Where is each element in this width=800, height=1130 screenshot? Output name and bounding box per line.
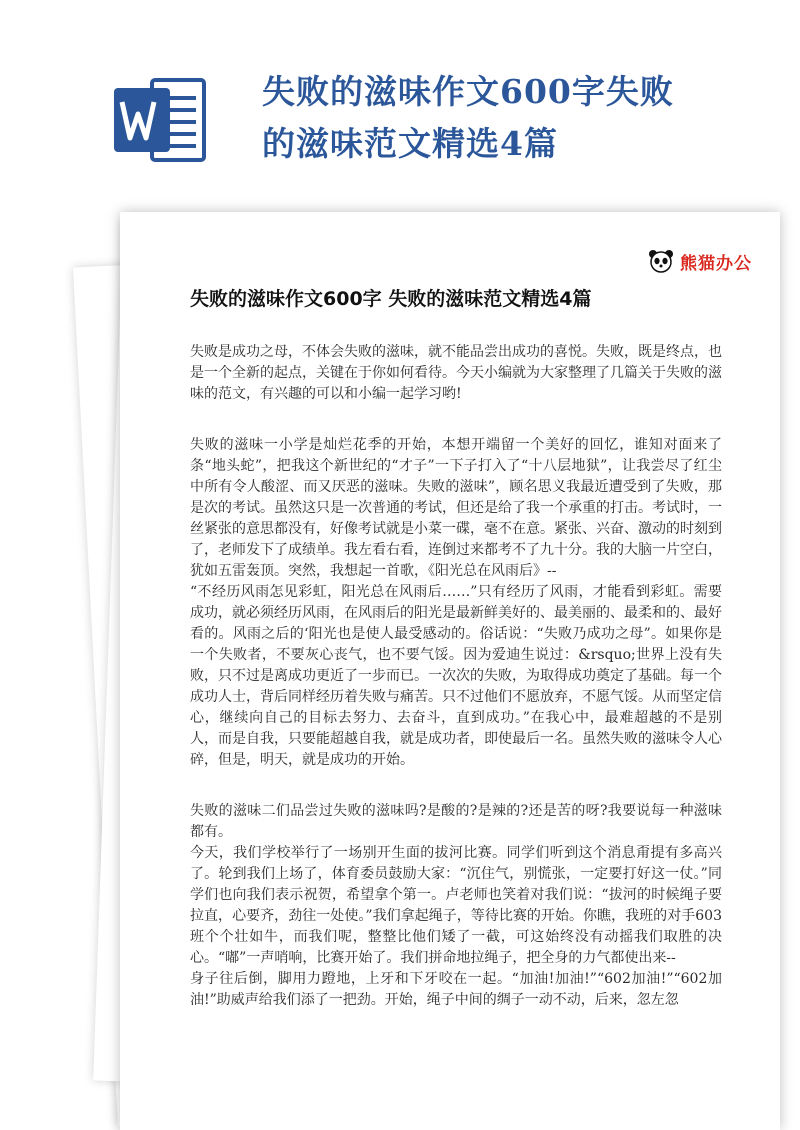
paragraph: 失败的滋味二们品尝过失败的滋味吗?是酸的?是辣的?还是苦的呀?我要说每一种滋味都有。	[190, 803, 722, 840]
document-body	[190, 342, 722, 1011]
header	[0, 0, 800, 215]
document-page	[120, 212, 780, 1130]
brand-logo	[648, 248, 752, 274]
document-title: 失败的滋味作文600字 失败的滋味范文精选4篇	[190, 288, 592, 310]
word-document-icon	[112, 72, 212, 168]
paragraph: 身子往后倒，脚用力蹬地，上牙和下牙咬在一起。“加油!加油!”“602加油!”“602加油!”助威声给我们添了一把劲。开始，绳子中间的绸子一动不动，后来，忽左忽	[190, 971, 722, 1008]
header-title: 失败的滋味作文600字失败的滋味范文精选4篇	[262, 72, 674, 163]
paragraph: 失败的滋味一小学是灿烂花季的开始，本想开端留一个美好的回忆，谁知对面来了条“地头蛇”，把我这个新世纪的“才子”一下子打入了“十八层地狱”，让我尝尽了红尘中所有令人酸涩、而又厌恶的滋味。失败的滋味”，顾名思义我最近遭受到了失败，那是次的考试。虽然这只是一次普通的考试，但还是给了我一个承重的打击。考试时，一丝紧张的意思都没有，好像考试就是小菜一碟，毫不在意。紧张、兴奋、激动的时刻到了，老师发下了成绩单。我左看右看，连倒过来都考不了九十分。我的大脑一片空白，犹如五雷轰顶。突然，我想起一首歌，《阳光总在风雨后》--	[190, 437, 722, 579]
brand-logo-text: 熊猫办公	[680, 253, 752, 274]
paragraph: 今天，我们学校举行了一场别开生面的拔河比赛。同学们听到这个消息甭提有多高兴了。轮到我们上场了，体育委员鼓励大家：“沉住气，别慌张，一定要打好这一仗。”同学们也向我们表示祝贺，希望拿个第一。卢老师也笑着对我们说：“拔河的时候绳子要拉直，心要齐，劲往一处使。”我们拿起绳子，等待比赛的开始。你瞧，我班的对手603班个个壮如牛，而我们呢，整整比他们矮了一截，可这始终没有动摇我们取胜的决心。“嘟”一声哨响，比赛开始了。我们拼命地拉绳子，把全身的力气都使出来--	[190, 845, 722, 966]
paragraph: “不经历风雨怎见彩虹，阳光总在风雨后……”只有经历了风雨，才能看到彩虹。需要成功，就必须经历风雨，在风雨后的阳光是最新鲜美好的、最美丽的、最柔和的、最好看的。风雨之后的‘阳光也是使人最受感动的。俗话说：“失败乃成功之母”。如果你是一个失败者，不要灰心丧气，也不要气馁。因为爱迪生说过：&rsquo;世界上没有失败，只不过是离成功更近了一步而已。一次次的失败，为取得成功奠定了基础。每一个成功人士，背后同样经历着失败与痛苦。只不过他们不愿放弃，不愿气馁。从而坚定信心，继续向自己的目标去努力、去奋斗，直到成功。”在我心中，最难超越的不是别人，而是自我，只要能超越自我，就是成功者，即使最后一名。虽然失败的滋味令人心碎，但是，明天，就是成功的开始。	[190, 584, 722, 768]
panda-icon	[648, 248, 674, 274]
paragraph: 失败是成功之母，不体会失败的滋味，就不能品尝出成功的喜悦。失败，既是终点，也是一个全新的起点，关键在于你如何看待。今天小编就为大家整理了几篇关于失败的滋味的范文，有兴趣的可以和小编一起学习哟!	[190, 344, 722, 402]
